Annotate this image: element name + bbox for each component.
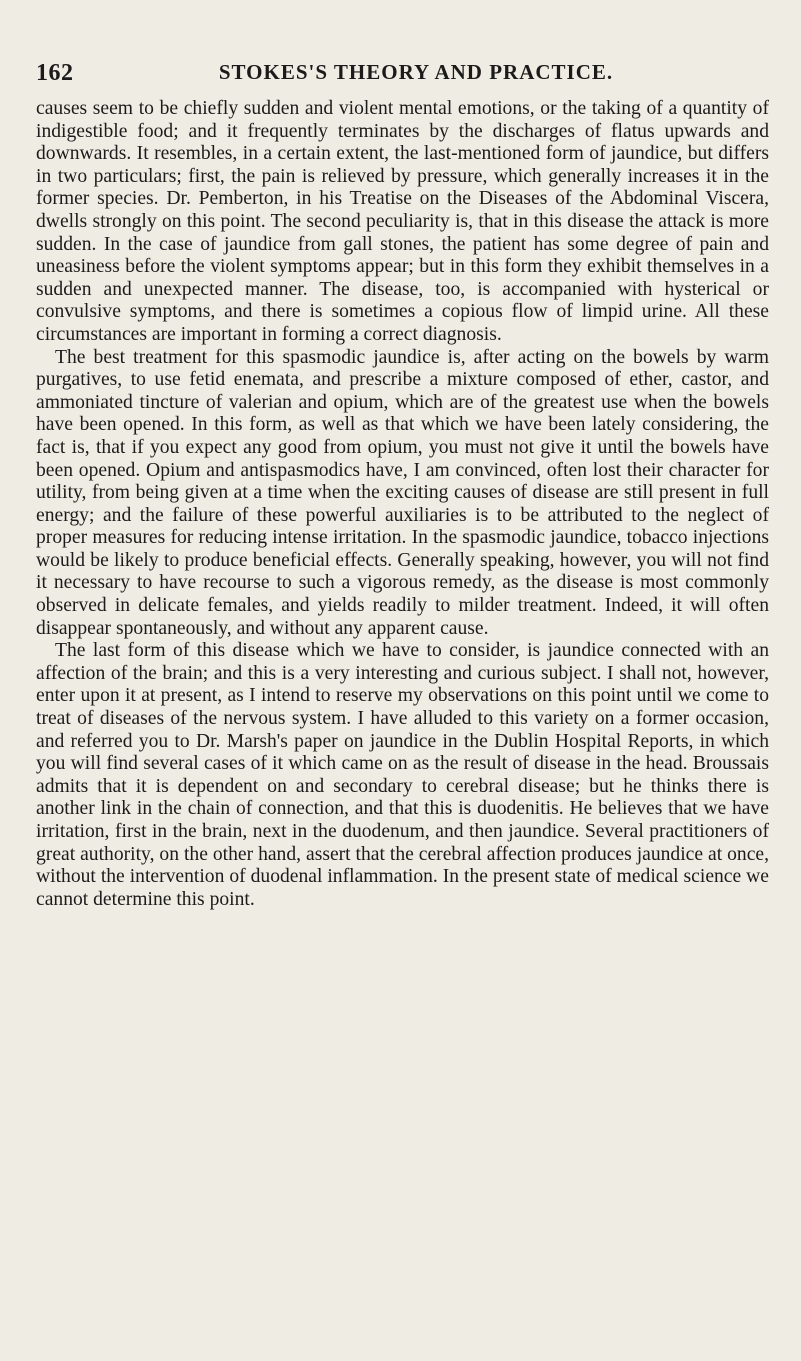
running-title: STOKES'S THEORY AND PRACTICE. [218,60,614,84]
paragraph-treatment: The best treatment for this spasmodic jaundice is, after acting on the bowels by warm purgatives, to use fetid enemata, and prescribe a mixture composed of ether, castor, and ammoniated tincture of valerian and opium, which are of the greatest use when the bowels have been opened. In this form, as well as that which we have been lately considering, the fact is, that if you expect any good from opium, you must not give it until the bowels have been opened. Opium and antispasmodics have, I am convinced, often lost their character for utility, from being given at a time when the exciting causes of disease are still present in full energy; and the failure of these powerful auxiliaries is to be attributed to the neglect of proper measures for reducing intense irritation. In the spasmodic jaundice, tobacco injections would be likely to produce beneficial effects. Generally speaking, however, you will not find it necessary to have recourse to such a vigorous remedy, as the disease is most commonly observed in delicate females, and yields readily to milder treatment. Indeed, it will often disappear spontaneously, and without any apparent cause. [36,346,769,639]
page-number: 162 [36,60,74,86]
body-text [36,98,769,911]
running-head [36,60,766,90]
paragraph-brain-affection: The last form of this disease which we have to consider, is jaundice connected with an affection of the brain; and this is a very interesting and curious subject. I shall not, however, enter upon it at present, as I intend to reserve my observations on this point until we come to treat of diseases of the nervous system. I have alluded to this variety on a former occasion, and referred you to Dr. Marsh's paper on jaundice in the Dublin Hospital Reports, in which you will find several cases of it which came on as the result of disease in the head. Broussais admits that it is dependent on and secondary to cerebral disease; but he thinks there is another link in the chain of connection, and that this is duodenitis. He believes that we have irritation, first in the brain, next in the duodenum, and then jaundice. Several practitioners of great authority, on the other hand, assert that the cerebral affection produces jaundice at once, without the intervention of duodenal inflammation. In the present state of medical science we cannot determine this point. [36,640,769,910]
paragraph-continued: causes seem to be chiefly sudden and violent mental emotions, or the taking of a quantity of indigestible food; and it frequently terminates by the discharges of flatus upwards and downwards. It resembles, in a certain extent, the last-mentioned form of jaundice, but differs in two particulars; first, the pain is relieved by pressure, which generally increases it in the former species. Dr. Pemberton, in his Treatise on the Diseases of the Abdominal Viscera, dwells strongly on this point. The second peculiarity is, that in this disease the attack is more sudden. In the case of jaundice from gall stones, the patient has some degree of pain and uneasiness before the violent symptoms appear; but in this form they exhibit themselves in a sudden and unexpected manner. The disease, too, is accompanied with hysterical or convulsive symptoms, and there is sometimes a copious flow of limpid urine. All these circumstances are important in forming a correct diagnosis. [36,98,769,345]
